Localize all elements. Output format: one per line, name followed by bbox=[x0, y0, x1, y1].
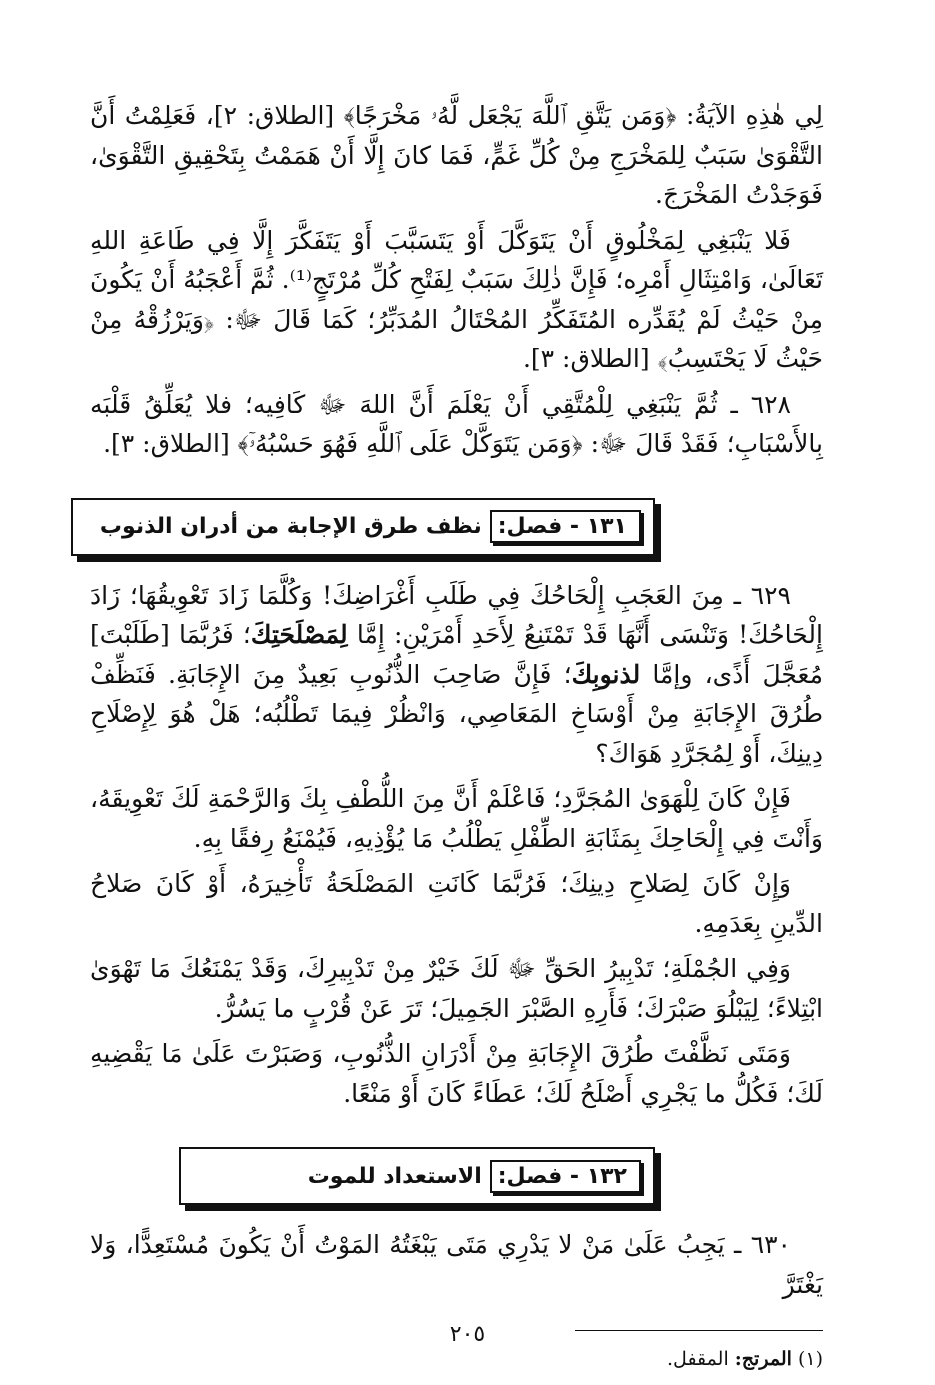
section-heading-131 bbox=[71, 498, 655, 556]
heading-title: الاستعداد للموت bbox=[307, 1163, 482, 1189]
heading-box bbox=[71, 498, 655, 556]
paragraph-1: لِي هٰذِهِ الآيَةُ: ﴿وَمَن يَتَّقِ ٱللَّهَ يَجْعَل لَّهُۥ مَخْرَجًا﴾ [الطلاق: ٢]، فَعَلِمْتُ أَنَّ التَّقْوَىٰ سَبَبٌ لِلمَخْرَجِ مِنْ كُلِّ غَمٍّ، فَمَا كانَ إِلَّا أَنْ هَمَمْتُ بِتَحْقِيقِ التَّقْوَىٰ، فَوَجَدْتُ المَخْرَجَ. bbox=[90, 101, 823, 209]
paragraph-mata: وَمَتَى نَظَّفْتَ طُرُقَ الإِجَابَةِ مِنْ أَدْرَانِ الذُّنُوبِ، وَصَبَرْتَ عَلَىٰ مَا يَقْضِيهِ لَكَ؛ فَكُلُّ ما يَجْرِي أَصْلَحُ لَكَ؛ عَطَاءً كَانَ أَوْ مَنْعًا. bbox=[90, 1039, 823, 1108]
text-run: ؛ فَرُبَّمَا [طَلَبْتَ] مُعَجَّلَ أَذًى، وإمَّا bbox=[90, 620, 824, 689]
text-run: ؛ فَإِنَّ صَاحِبَ الذُّنُوبِ بَعِيدٌ مِنَ الإِجَابَةِ. فَنَظِّفْ طُرُقَ الإِجَابَةِ مِنْ أَوْسَاخِ المَعَاصِي، وَانْظُرْ فِيمَا تَطْلُبُه؛ هَلْ هُوَ لِإِصْلَاحِ دِينِكَ، أَوْ لِمُجَرَّدِ هَوَاكَ؟ bbox=[90, 659, 823, 768]
footnote-text: المقفل. bbox=[667, 1348, 729, 1370]
heading-number-tag: ١٣٢ - فصل: bbox=[490, 1160, 641, 1193]
paragraph-salah: وَإِنْ كَانَ لِصَلاحِ دِينِكَ؛ فَرُبَّمَا كَانَتِ المَصْلَحَةُ تَأْخِيرَهُ، أَوْ كَانَ صَلاحُ الدِّينِ بِعَدَمِهِ. bbox=[90, 869, 823, 938]
paragraph-630: ٦٣٠ ـ يَجِبُ عَلَىٰ مَنْ لا يَدْرِي مَتَى يَبْغَتُهُ المَوْتُ أَنْ يَكُونَ مُسْتَعِدًّا، وَلا يَغْتَرَّ bbox=[90, 1230, 823, 1299]
paragraph-628: ٦٢٨ ـ ثُمَّ يَنْبَغِي لِلْمُتَّقِي أَنْ يَعْلَمَ أَنَّ اللهَ ﷻ كَافِيه؛ فلا يُعَلِّقُ قَلْبَه بِالأَسْبَابِ؛ فَقَدْ قَالَ ﷻ: ﴿وَمَن يَتَوَكَّلْ عَلَى ٱللَّهِ فَهُوَ حَسْبُهُۥٓ﴾ [الطلاق: ٣]. bbox=[90, 389, 823, 458]
footnote-marker: (١) bbox=[797, 1348, 823, 1370]
page-number: ٢٠٥ bbox=[449, 1322, 486, 1347]
paragraph-hawa: فَإِنْ كَانَ لِلْهَوَىٰ المُجَرَّدِ؛ فَاعْلَمْ أَنَّ مِنَ اللُّطْفِ بِكَ وَالرَّحْمَةِ لَكَ تَعْوِيقَهُ، وَأَنْتَ فِي إِلْحَاحِكَ بِمَثَابَةِ الطِّفْلِ يَطْلُبُ مَا يُؤْذِيهِ، فَيُمْنَعُ رِفقًا بِهِ. bbox=[90, 784, 823, 853]
footnote bbox=[90, 1345, 823, 1373]
paragraph-629 bbox=[90, 576, 823, 774]
bold-term: لِمَصْلَحَتِكَ bbox=[250, 620, 348, 649]
heading-box bbox=[179, 1147, 655, 1205]
section-heading-132 bbox=[179, 1147, 655, 1205]
bold-term: لذنوبِكَ bbox=[571, 659, 641, 689]
heading-title: نظف طرق الإجابة من أدران الذنوب bbox=[99, 514, 482, 539]
paragraph-2: فَلا يَنْبَغِي لِمَخْلُوقٍ أَنْ يَتَوَكَّلَ أَوْ يَتَسَبَّبَ أَوْ يَتَفَكَّرَ إِلَّا فِي طَاعَةِ اللهِ تَعَالَىٰ، وَامْتِثَالِ أَمْرِه؛ فَإِنَّ ذٰلِكَ سَبَبٌ لِفَتْحِ كُلِّ مُرْتَجٍ⁽¹⁾. ثُمَّ أَعْجَبُهُ أَنْ يَكُونَ مِنْ حَيْثُ لَمْ يُقَدِّره المُتَفَكِّرُ المُحْتَالُ المُدَبِّرُ؛ كَمَا قَالَ ﷻ: ﴿وَيَرْزُقْهُ مِنْ حَيْثُ لَا يَحْتَسِبُ﴾ [الطلاق: ٣]. bbox=[90, 225, 823, 373]
footnote-term: المرتج: bbox=[734, 1348, 792, 1370]
text-run: ٦٢٩ ـ مِنَ العَجَبِ إِلْحَاحُكَ فِي طَلَبِ أَغْرَاضِكَ! وَكُلَّمَا زَادَ تَعْوِيقُهَا؛ زَادَ إِلْحَاحُكَ! وَتَنْسَى أَنَّهَا قَدْ تَمْتَنِعُ لِأَحَدِ أَمْرَيْنِ: إِمَّا bbox=[90, 580, 823, 649]
paragraph-jumla: وَفِي الجُمْلَةِ؛ تَدْبِيرُ الحَقِّ ﷻ لَكَ خَيْرٌ مِنْ تَدْبِيرِكَ، وَقَدْ يَمْنَعُكَ مَا تَهْوَىٰ ابْتِلاءً؛ لِيَبْلُوَ صَبْرَكَ؛ فَأَرِهِ الصَّبْرَ الجَمِيلَ؛ تَرَ عَنْ قُرْبٍ ما يَسُرُّ. bbox=[90, 954, 823, 1023]
heading-number-tag: ١٣١ - فصل: bbox=[490, 510, 641, 543]
